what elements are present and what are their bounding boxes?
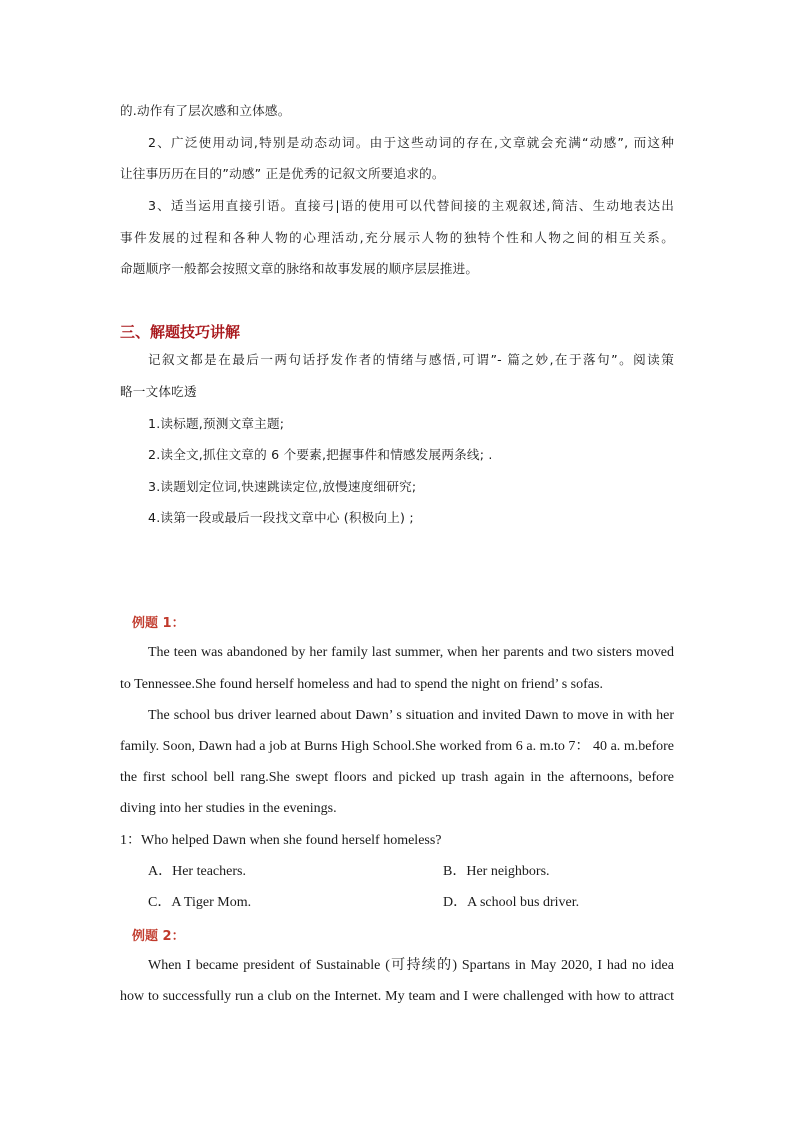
option-a: A．Her teachers. [148,864,246,879]
example-1-question: 1：Who helped Dawn when she found herself homeless? [120,833,442,848]
example-1-para-1-line-2: to Tennessee.She found herself homeless and had to spend the night on friend’ s sofas. [120,677,603,692]
step-4: 4.读第一段或最后一段找文章中心 (积极向上) ; [148,510,414,525]
example-1-para-2-line-2: family. Soon, Dawn had a job at Burns High School.She worked from 6 a. m.to 7： 40 a. m.before [120,739,674,754]
example-1-para-2-line-1: The school bus driver learned about Dawn’ s situation and invited Dawn to move in with her [148,708,674,723]
example-2-para-1-line-2: how to successfully run a club on the Internet. My team and I were challenged with how to attract [120,989,674,1004]
section-heading: 三、解题技巧讲解 [120,323,241,341]
option-d: D．A school bus driver. [443,895,580,910]
point-3-line-2: 事件发展的过程和各种人物的心理活动,充分展示人物的独特个性和人物之间的相互关系。 [120,230,674,245]
option-b: B．Her neighbors. [443,864,550,879]
option-c: C．A Tiger Mom. [148,895,252,910]
point-3-line-1: 3、适当运用直接引语。直接弓|语的使用可以代替间接的主观叙述,简洁、生动地表达出 [148,198,674,213]
order-note: 命题顺序一般都会按照文章的脉络和故事发展的顺序层层推进。 [120,261,479,276]
point-2-line-2: 让往事历历在目的”动感” 正是优秀的记叙文所要追求的。 [120,166,445,181]
example-2-para-1-line-1: When I became president of Sustainable (可持续的) Spartans in May 2020, I had no idea [148,958,674,973]
point-2-line-1: 2、广泛使用动词,特别是动态动词。由于这些动词的存在,文章就会充满“动感”, 而这种 [148,135,674,150]
step-1: 1.读标题,预测文章主题; [148,416,285,431]
example-1-label: 例题 1： [132,616,185,631]
example-1-para-2-line-3: the first school bell rang.She swept floors and picked up trash again in the afternoons, before [120,770,674,785]
example-1-para-1-line-1: The teen was abandoned by her family last summer, when her parents and two sisters moved [148,645,674,660]
intro-line-2: 略一文体吃透 [120,384,197,399]
text-line: 的.动作有了层次感和立体感。 [120,103,291,118]
example-2-label: 例题 2： [132,929,185,944]
step-2: 2.读全文,抓住文章的 6 个要素,把握事件和情感发展两条线; . [148,447,493,462]
intro-line-1: 记叙文都是在最后一两句话抒发作者的情绪与感悟,可谓”- 篇之妙,在于落句”。阅读策 [148,352,674,367]
step-3: 3.读题划定位词,快速跳读定位,放慢速度细研究; [148,479,417,494]
example-1-para-2-line-4: diving into her studies in the evenings. [120,801,337,816]
